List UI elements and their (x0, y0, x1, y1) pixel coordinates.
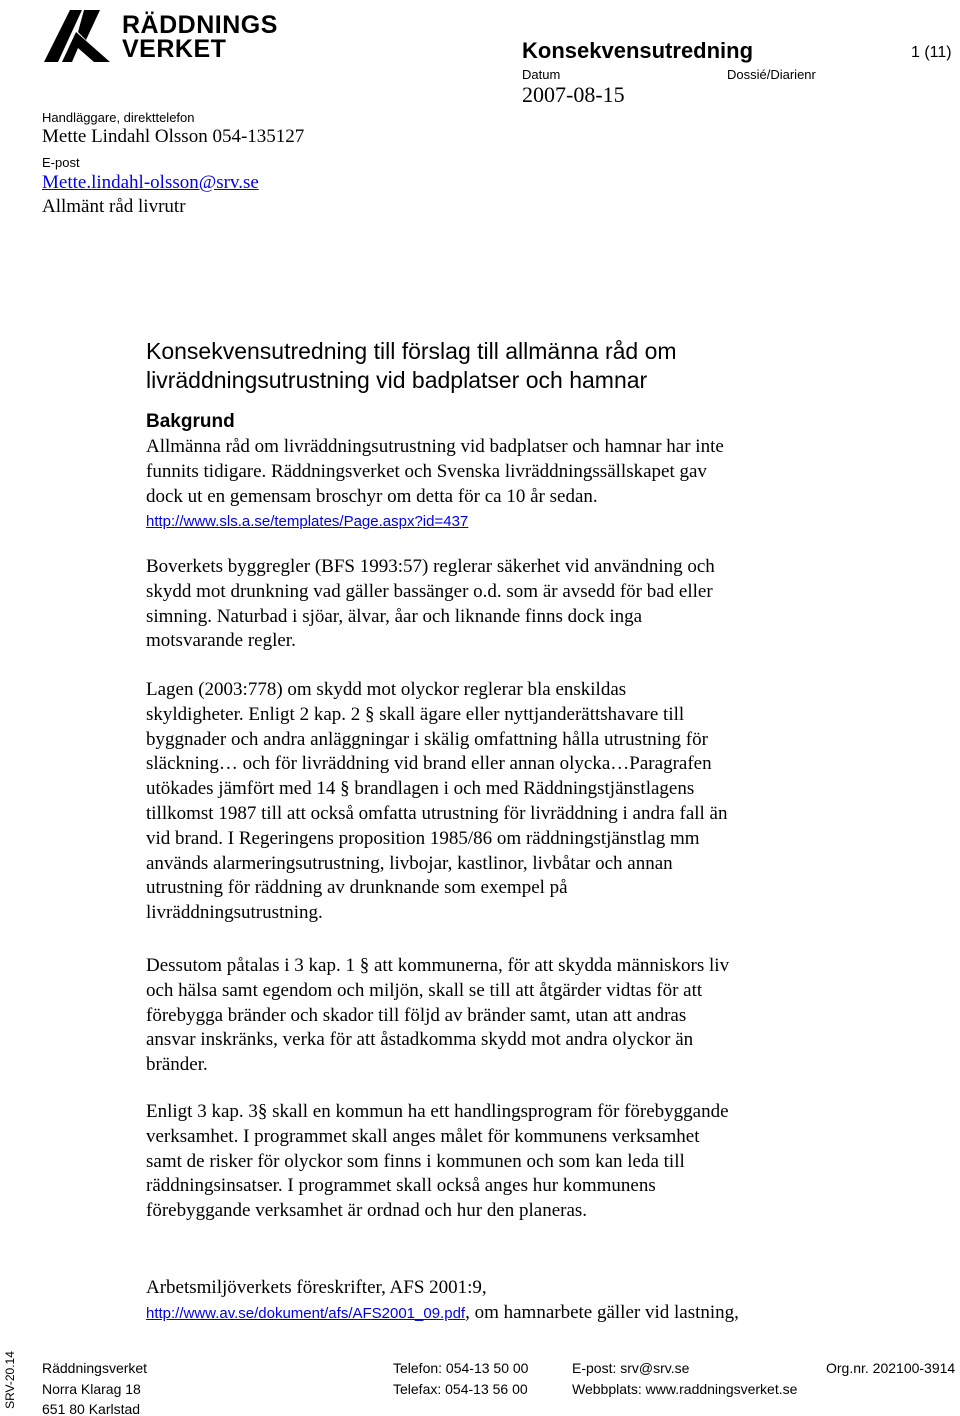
dossier-label: Dossié/Diarienr (727, 67, 816, 82)
logo-mark-icon (40, 6, 112, 64)
paragraph-handlingsprogram (146, 1100, 936, 1224)
paragraph-boverket (146, 555, 936, 654)
handler-label: Handläggare, direkttelefon (42, 110, 195, 125)
text-line: räddningsinsatser. I programmet skall också anges hur kommunens (146, 1175, 656, 1197)
text-line: släckning… och för livräddning vid brand eller annan olycka…Paragrafen (146, 753, 712, 775)
av-link[interactable]: http://www.av.se/dokument/afs/AFS2001_09.pdf (146, 1304, 466, 1322)
text-line: tillkomst 1987 till att också omfatta utrustning för livräddning i andra fall än (146, 802, 728, 824)
text-line: verksamhet. I programmet skall anges målet för kommunens verksamhet (146, 1125, 700, 1147)
handler-value: Mette Lindahl Olsson 054-135127 (42, 126, 305, 147)
text-line: skyldigheter. Enligt 2 kap. 2 § skall ägare eller nyttjanderättshavare till (146, 703, 685, 725)
page-number: 1 (11) (911, 44, 952, 61)
text-line: utrustning för räddning av drunknande som exempel på (146, 877, 568, 899)
text-line: byggnader och andra anläggningar i skälig omfattning hålla utrustning för (146, 728, 708, 750)
paragraph-lagen (146, 678, 936, 926)
footer-fax: Telefax: 054-13 56 00 (393, 1381, 528, 1397)
title-line: Konsekvensutredning till förslag till allmänna råd om (146, 338, 677, 364)
text-line: Enligt 3 kap. 3§ skall en kommun ha ett handlingsprogram för förebyggande (146, 1101, 729, 1122)
text-line-tail: , om hamnarbete gäller vid lastning, (465, 1301, 739, 1323)
logo-text-line2: VERKET (122, 35, 227, 63)
text-line: ansvar inskränks, verka för att åstadkomma skydd mot andra olyckor än (146, 1029, 694, 1051)
email-link[interactable]: Mette.lindahl-olsson@srv.se (42, 172, 259, 193)
text-line: och hälsa samt egendom och miljön, skall se till att åtgärder vidtas för att (146, 979, 703, 1001)
footer-website: Webbplats: www.raddningsverket.se (572, 1381, 798, 1397)
form-code: SRV-20.14 (3, 1351, 17, 1409)
text-line: livräddningsutrustning. (146, 902, 323, 924)
text-line: förebyggande verksamhet är ordnad och hur den planeras. (146, 1200, 588, 1222)
logo-text-line1: RÄDDNINGS (122, 11, 278, 39)
raddningsverket-logo (40, 6, 280, 66)
email-label: E-post (42, 155, 80, 170)
text-line: Arbetsmiljöverkets föreskrifter, AFS 2001:9, (146, 1277, 487, 1298)
text-line: simning. Naturbad i sjöar, älvar, åar och liknande finns dock inga (146, 605, 643, 627)
footer-street: Norra Klarag 18 (42, 1381, 141, 1397)
text-line: bränder. (146, 1054, 208, 1076)
document-type: Konsekvensutredning (522, 38, 754, 63)
text-line: motsvarande regler. (146, 630, 296, 652)
section-heading: Bakgrund (146, 411, 235, 432)
paragraph-afs (146, 1276, 936, 1327)
paragraph-background (146, 435, 936, 535)
footer-city: 651 80 Karlstad (42, 1401, 141, 1416)
footer-phone: Telefon: 054-13 50 00 (393, 1360, 529, 1376)
document-title (146, 337, 846, 395)
text-line: funnits tidigare. Räddningsverket och Svenska livräddningssällskapet gav (146, 460, 707, 482)
text-line: Dessutom påtalas i 3 kap. 1 § att kommunerna, för att skydda människors liv (146, 955, 730, 976)
title-line: livräddningsutrustning vid badplatser och hamnar (146, 367, 648, 393)
footer-org: Räddningsverket (42, 1360, 148, 1376)
subject-value: Allmänt råd livrutr (42, 196, 186, 217)
text-line: används alarmeringsutrustning, livbojar, kastlinor, livbåtar och annan (146, 852, 673, 874)
footer-code (0, 1345, 20, 1415)
text-line: förebygga bränder och skador till följd av bränder samt, utan att andras (146, 1004, 687, 1026)
text-line: skydd mot drunkning vad gäller bassänger o.d. som är avsedd för bad eller (146, 580, 713, 602)
text-line: Allmänna råd om livräddningsutrustning vid badplatser och hamnar har inte (146, 436, 724, 457)
date-value: 2007-08-15 (522, 82, 625, 107)
date-label: Datum (522, 67, 561, 82)
footer-email: E-post: srv@srv.se (572, 1360, 690, 1376)
text-line: Boverkets byggregler (BFS 1993:57) reglerar säkerhet vid användning och (146, 556, 715, 577)
footer-org-number: Org.nr. 202100-3914 (826, 1360, 956, 1376)
text-line: dock ut en gemensam broschyr om detta för ca 10 år sedan. (146, 485, 598, 507)
text-line: vid brand. I Regeringens proposition 1985/86 om räddningstjänstlag mm (146, 827, 700, 849)
text-line: samt de risker för olyckor som finns i kommunen och som kan leda till (146, 1150, 685, 1172)
sls-link[interactable]: http://www.sls.a.se/templates/Page.aspx?id=437 (146, 513, 469, 531)
paragraph-kommunerna (146, 954, 936, 1078)
text-line: Lagen (2003:778) om skydd mot olyckor reglerar bla enskildas (146, 679, 627, 700)
text-line: utökades jämfört med 14 § brandlagen i och med Räddningstjänstlagens (146, 778, 695, 800)
